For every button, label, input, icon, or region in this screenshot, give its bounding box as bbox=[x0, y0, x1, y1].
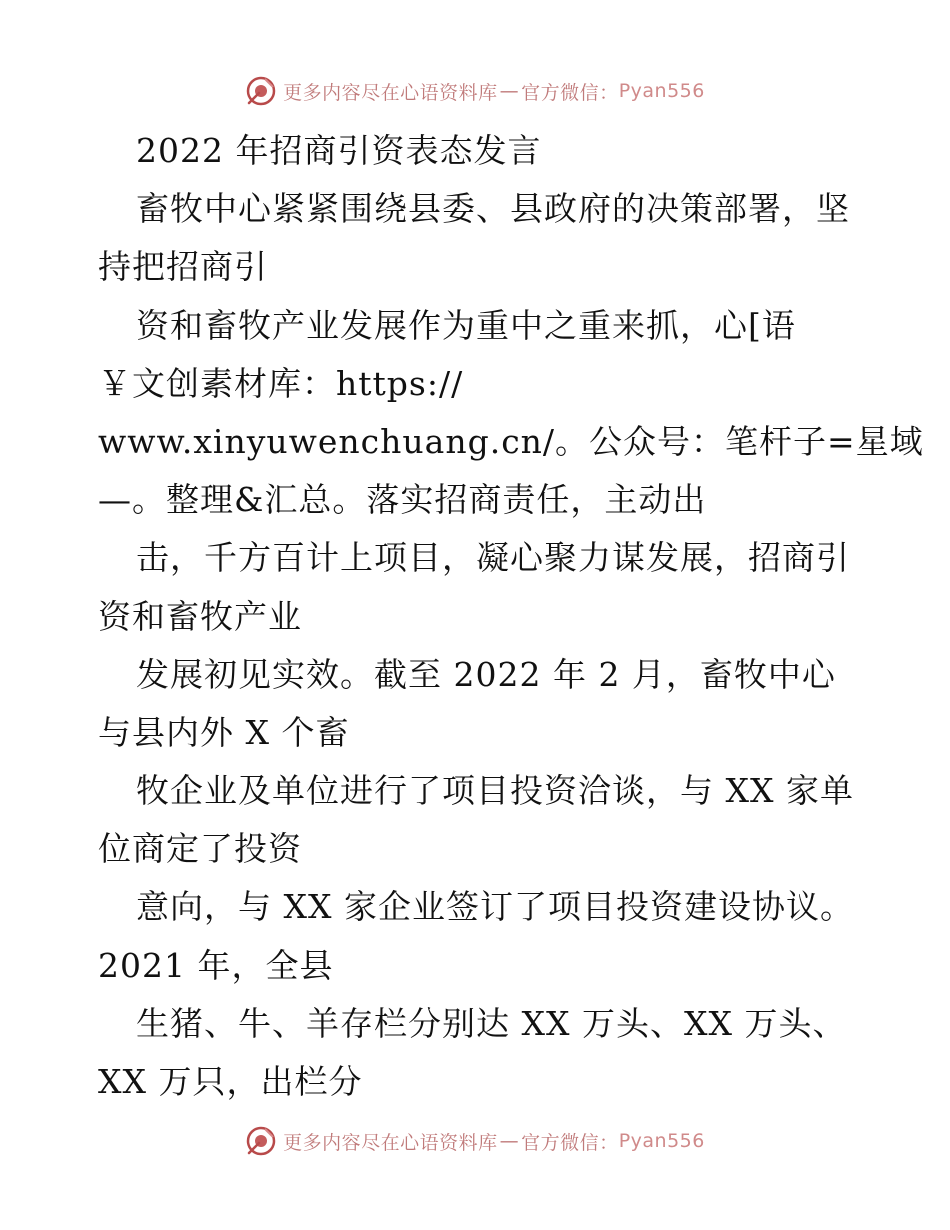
header-watermark bbox=[0, 71, 950, 111]
doc-line: 2022 年招商引资表态发言 bbox=[136, 131, 542, 170]
doc-line: 位商定了投资 bbox=[98, 829, 302, 869]
watermark-suffix: 官方微信： bbox=[521, 81, 619, 104]
document-body bbox=[98, 122, 924, 1111]
quill-pen-logo-icon bbox=[245, 75, 277, 107]
watermark-separator: — bbox=[499, 80, 520, 102]
doc-line: 生猪、牛、羊存栏分别达 XX 万头、XX 万头、 bbox=[136, 1003, 847, 1043]
doc-line: 持把招商引 bbox=[98, 247, 268, 287]
doc-line: 资和畜牧产业发展作为重中之重来抓，心[语 bbox=[136, 305, 796, 345]
doc-line: ￥文创素材库：https:// bbox=[98, 363, 464, 403]
doc-line: 发展初见实效。截至 2022 年 2 月，畜牧中心 bbox=[136, 654, 836, 694]
footer-watermark bbox=[0, 1121, 950, 1161]
doc-line: 资和畜牧产业 bbox=[98, 596, 302, 636]
doc-line: 击，千方百计上项目，凝心聚力谋发展，招商引 bbox=[136, 538, 850, 578]
watermark-text: 更多内容尽在心语资料库 bbox=[283, 1131, 498, 1154]
quill-pen-logo-icon bbox=[245, 1125, 277, 1157]
watermark-id: Pyan556 bbox=[618, 80, 705, 102]
doc-line: 与县内外 X 个畜 bbox=[98, 712, 350, 752]
doc-line: 畜牧中心紧紧围绕县委、县政府的决策部署，坚 bbox=[136, 189, 850, 229]
watermark-id: Pyan556 bbox=[618, 1130, 705, 1152]
doc-line: 意向，与 XX 家企业签订了项目投资建设协议。 bbox=[136, 887, 854, 927]
watermark-separator: — bbox=[499, 1130, 520, 1152]
watermark-text: 更多内容尽在心语资料库 bbox=[283, 81, 498, 104]
doc-line: www.xinyuwenchuang.cn/。公众号：笔杆子=星域 bbox=[98, 421, 924, 461]
doc-line: 牧企业及单位进行了项目投资洽谈，与 XX 家单 bbox=[136, 771, 854, 811]
doc-line: 2021 年，全县 bbox=[98, 945, 334, 985]
doc-line: —。整理&汇总。落实招商责任，主动出 bbox=[98, 480, 707, 520]
doc-line: XX 万只，出栏分 bbox=[98, 1062, 363, 1101]
watermark-suffix: 官方微信： bbox=[521, 1131, 619, 1154]
